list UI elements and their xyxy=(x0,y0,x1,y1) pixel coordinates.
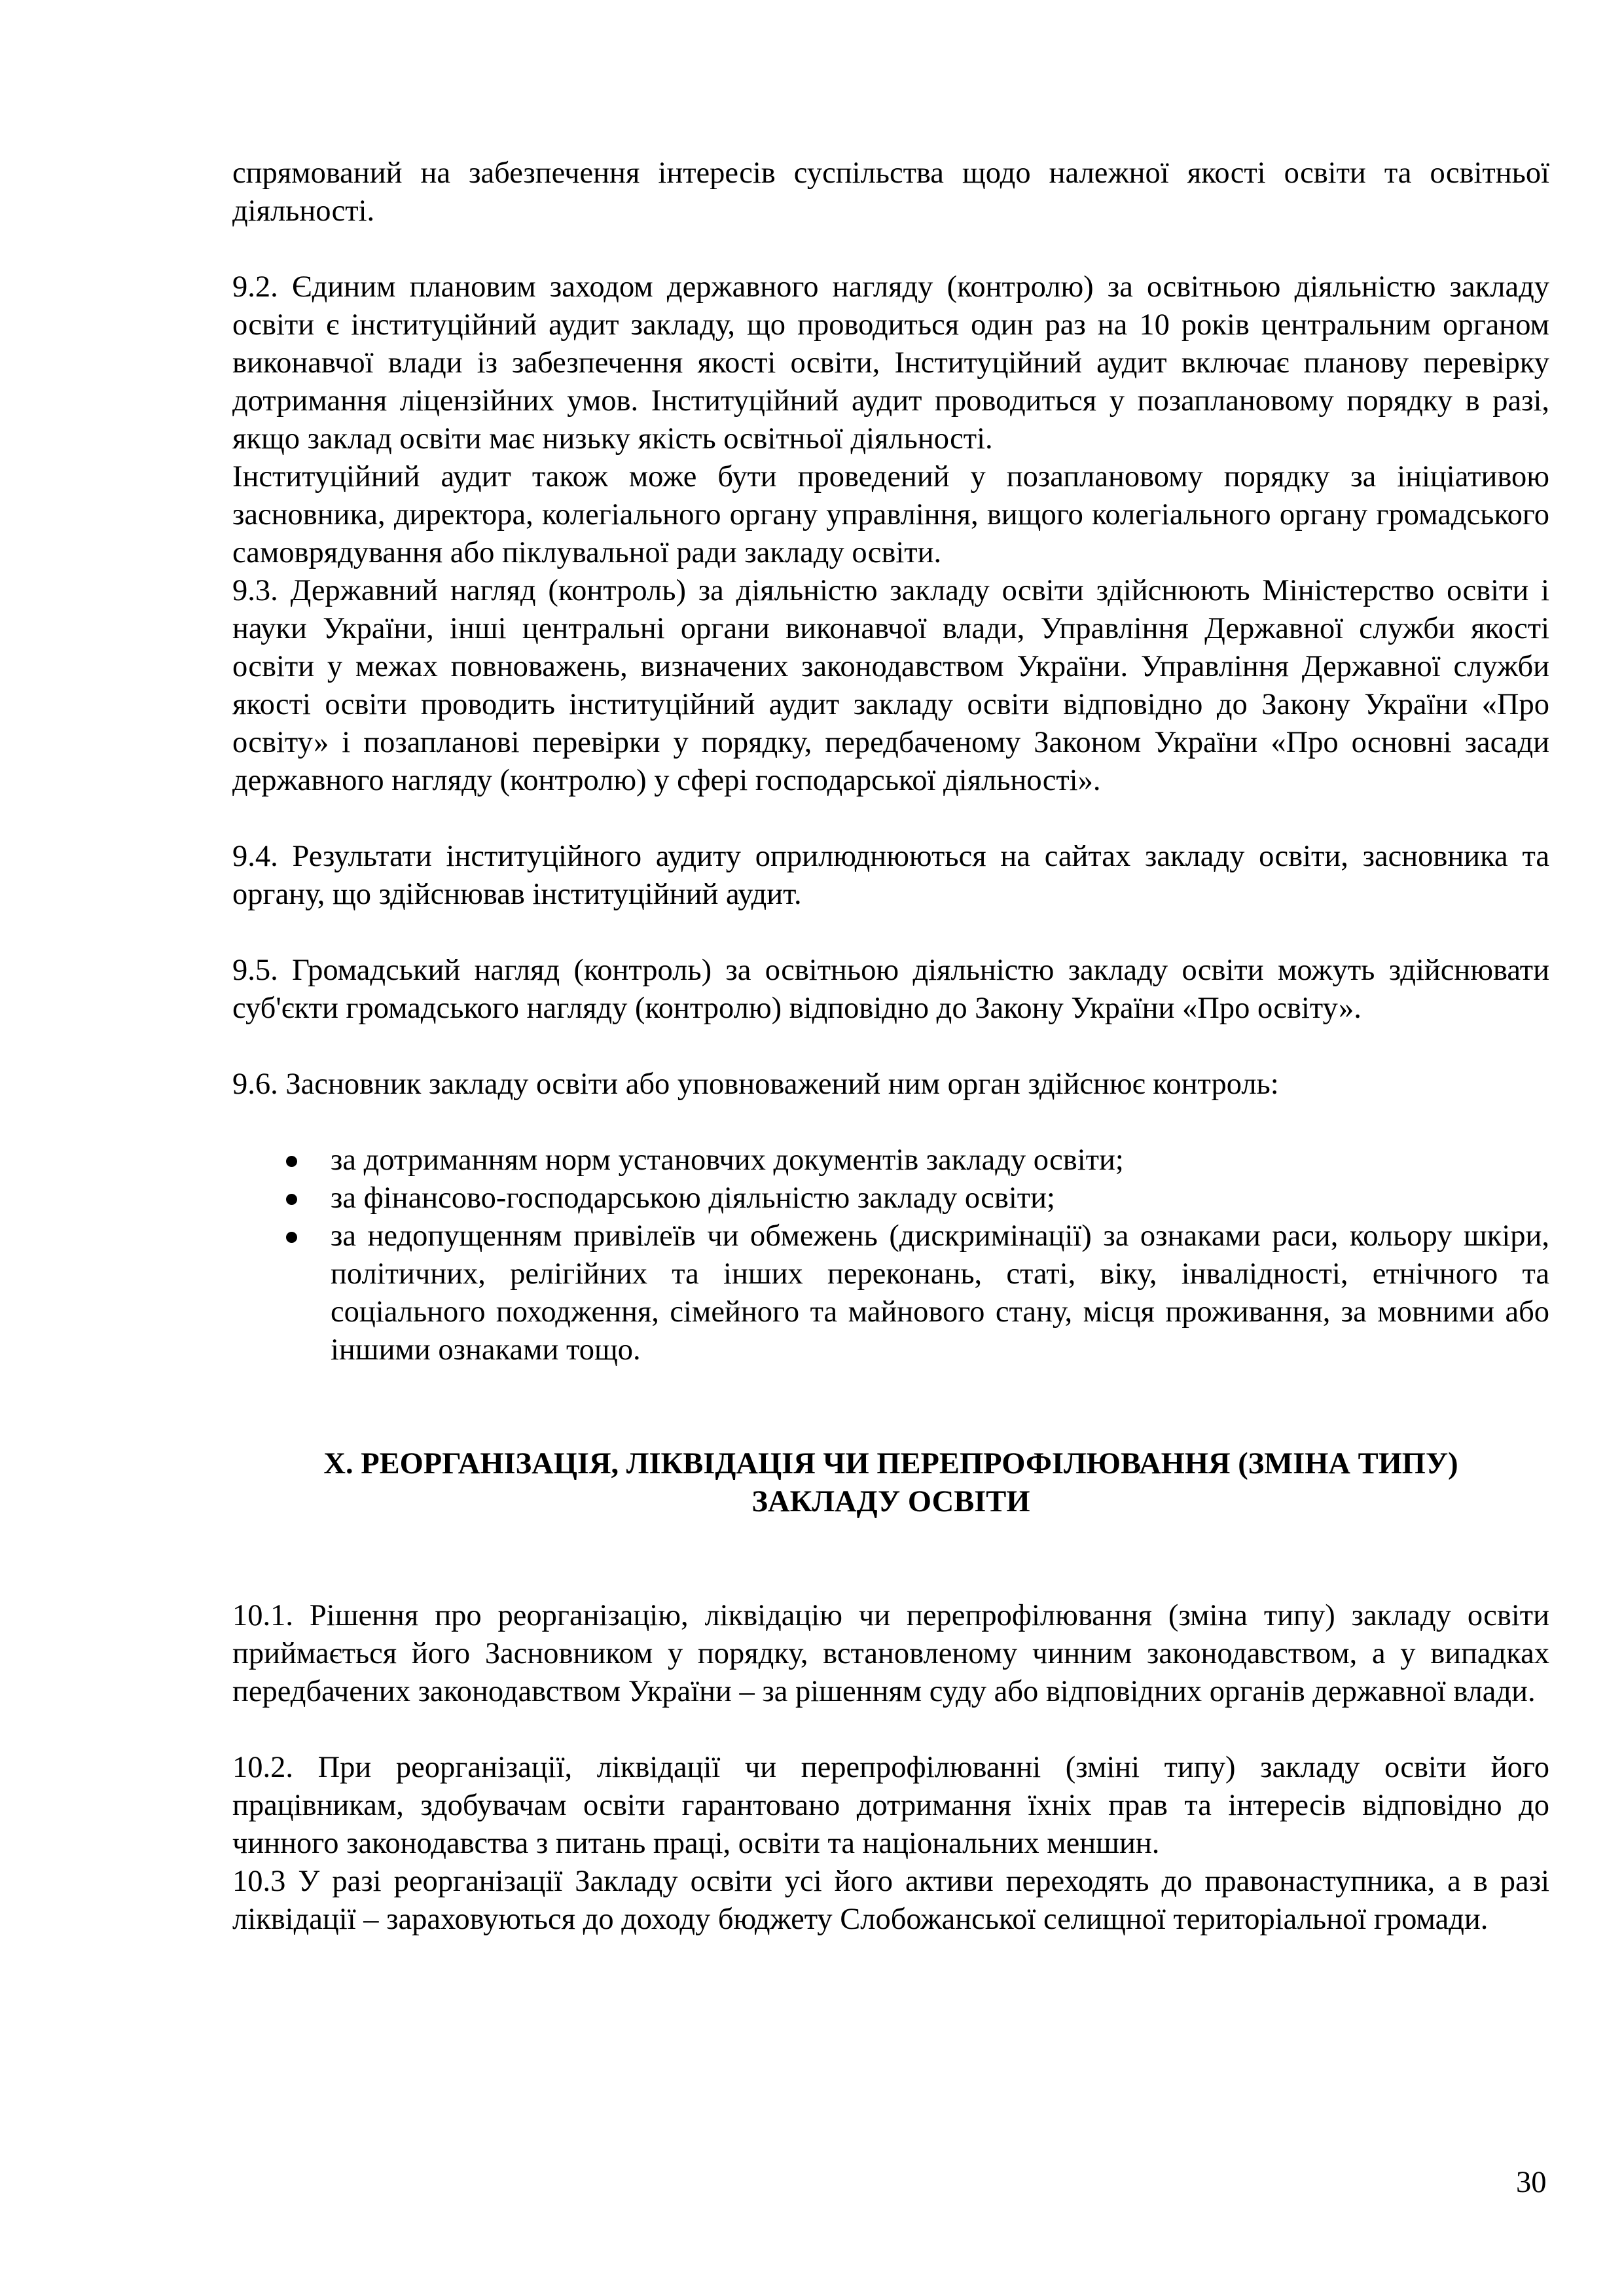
paragraph-9-6: 9.6. Засновник закладу освіти або уповноважений ним орган здійснює контроль: xyxy=(232,1067,1279,1101)
document-page xyxy=(232,154,1549,1939)
bullet-icon xyxy=(286,1232,297,1243)
section-10-heading-line1: X. РЕОРГАНІЗАЦІЯ, ЛІКВІДАЦІЯ ЧИ ПЕРЕПРОФІЛЮВАННЯ (ЗМІНА ТИПУ) xyxy=(323,1447,1458,1480)
section-10-heading-line2: ЗАКЛАДУ ОСВІТИ xyxy=(751,1485,1030,1518)
paragraph-10-1: 10.1. Рішення про реорганізацію, ліквідацію чи перепрофілювання (зміна типу) закладу освіти приймається його Засновником у порядку, встановленому чинним законодавством, а у випадках передбачених законодавством України – за рішенням суду або відповідних органів державної влади. xyxy=(232,1599,1549,1708)
paragraph-9-3: 9.3. Державний нагляд (контроль) за діяльністю закладу освіти здійснюють Міністерство освіти і науки України, інші центральні органи виконавчої влади, Управління Державної служби якості освіти у межах повноважень, визначених законодавством України. Управління Державної служби якості освіти проводить інституційний аудит закладу освіти відповідно до Закону України «Про освіту» і позапланові перевірки у порядку, передбаченому Законом України «Про основні засади державного нагляду (контролю) у сфері господарської діяльності». xyxy=(232,574,1549,797)
paragraph-10-2: 10.2. При реорганізації, ліквідації чи перепрофілюванні (зміні типу) закладу освіти його працівникам, здобувачам освіти гарантовано дотримання їхніх прав та інтересів відповідно до чинного законодавства з питань праці, освіти та національних меншин. xyxy=(232,1751,1549,1860)
list-item-text: за фінансово-господарською діяльністю закладу освіти; xyxy=(331,1181,1055,1215)
list-item xyxy=(232,1141,1549,1179)
list-item xyxy=(232,1217,1549,1369)
paragraph-10-3: 10.3 У разі реорганізації Закладу освіти усі його активи переходять до правонаступника, а в разі ліквідації – зараховуються до доходу бюджету Слобожанської селищної територіальної громади. xyxy=(232,1865,1549,1936)
list-item-text: за дотриманням норм установчих документів закладу освіти; xyxy=(331,1143,1124,1177)
list-item-text: за недопущенням привілеїв чи обмежень (дискримінації) за ознаками раси, кольору шкіри, політичних, релігійних та інших переконань, статі, віку, інвалідності, етнічного та соціального походження, сімейного та майнового стану, місця проживання, за мовними або іншими ознаками тощо. xyxy=(331,1219,1549,1367)
paragraph-9-2-continuation: Інституційний аудит також може бути проведений у позаплановому порядку за ініціативою засновника, директора, колегіального органу управління, вищого колегіального органу громадського самоврядування або піклувальної ради закладу освіти. xyxy=(232,460,1549,569)
paragraph-9-4: 9.4. Результати інституційного аудиту оприлюднюються на сайтах закладу освіти, засновника та органу, що здійснював інституційний аудит. xyxy=(232,840,1549,911)
page-number: 30 xyxy=(1516,2166,1547,2199)
paragraph-9-2: 9.2. Єдиним плановим заходом державного нагляду (контролю) за освітньою діяльністю закладу освіти є інституційний аудит закладу, що проводиться один раз на 10 років центральним органом виконавчої влади із забезпечення якості освіти, Інституційний аудит включає планову перевірку дотримання ліцензійних умов. Інституційний аудит проводиться у позаплановому порядку в разі, якщо заклад освіти має низьку якість освітньої діяльності. xyxy=(232,270,1549,456)
bullet-icon xyxy=(286,1194,297,1205)
bullet-icon xyxy=(286,1156,297,1167)
paragraph-9-1-continuation: спрямований на забезпечення інтересів суспільства щодо належної якості освіти та освітньої діяльності. xyxy=(232,156,1549,228)
bullet-list-9-6 xyxy=(232,1141,1549,1369)
paragraph-9-5: 9.5. Громадський нагляд (контроль) за освітньою діяльністю закладу освіти можуть здійснювати суб'єкти громадського нагляду (контролю) відповідно до Закону України «Про освіту». xyxy=(232,954,1549,1025)
section-10-heading xyxy=(232,1445,1549,1521)
list-item xyxy=(232,1179,1549,1217)
